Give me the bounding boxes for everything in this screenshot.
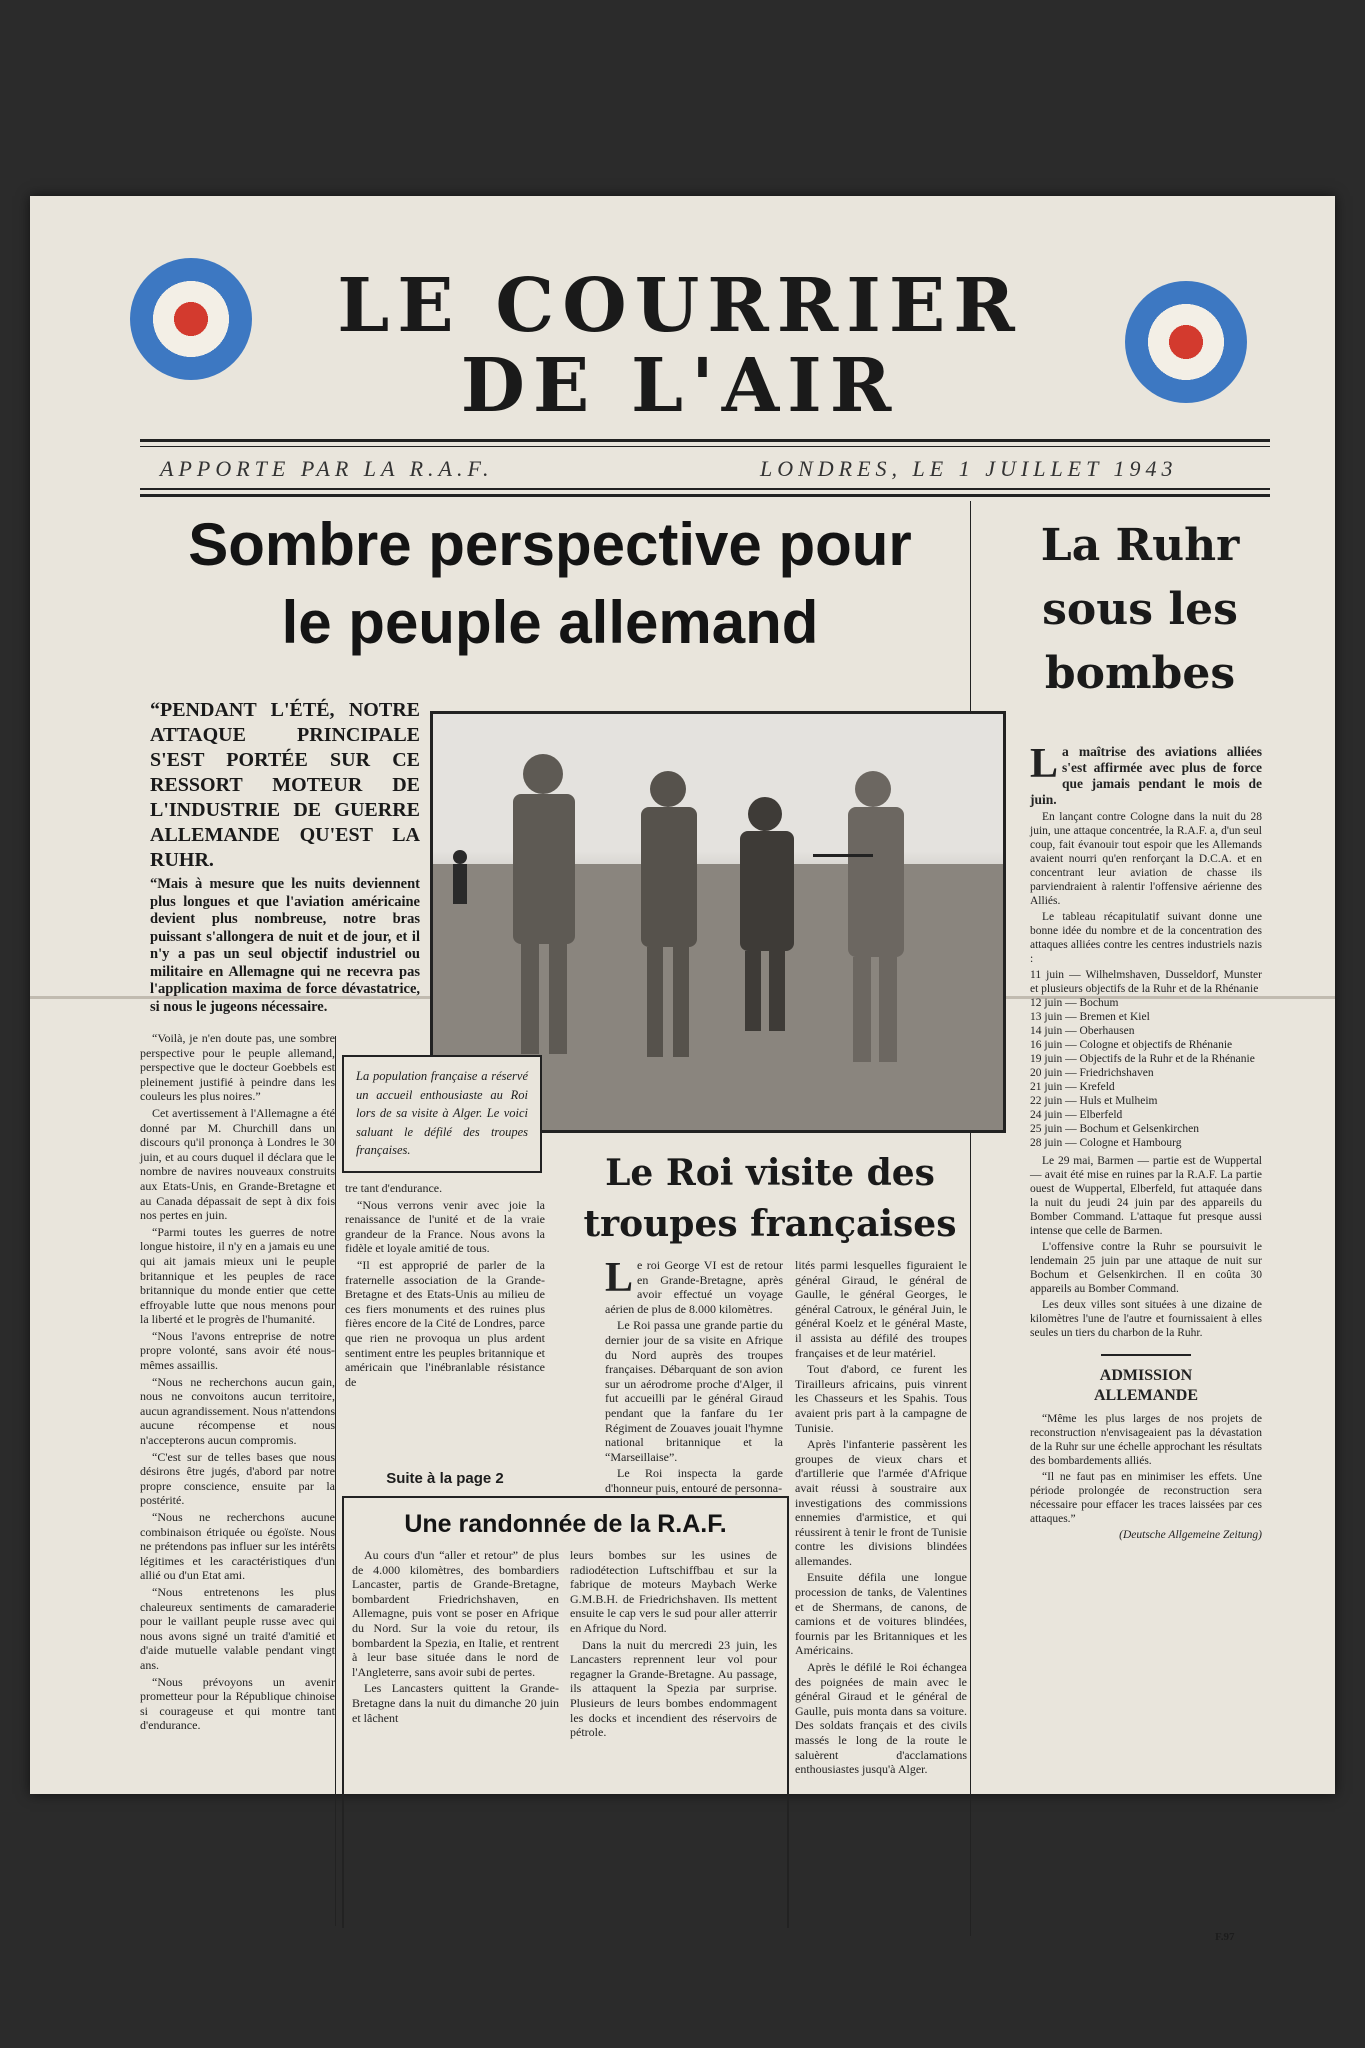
paragraph: Le tableau récapitulatif suivant donne une bonne idée du nombre et de la concentration des attaques alliées contre les centres industriels nazis : (1030, 911, 1262, 965)
paragraph: “Nous prévoyons un avenir prometteur pour la République chinoise si courageuse et qui montre tant d'endurance. (140, 1674, 335, 1733)
paragraph: “Nous ne recherchons aucune combinaison étriquée ou égoïste. Nous ne prétendons pas influer sur les intérêts légitimes et les caractéristiques d'un allié ou d'un Etat ami. (140, 1510, 335, 1583)
masthead-rule-top2 (140, 446, 1270, 447)
dropcap: L (1030, 741, 1059, 787)
raid-item: 20 juin — Friedrichshaven (1030, 1067, 1154, 1079)
masthead-rule-bottom (140, 488, 1270, 490)
section-divider (1101, 1354, 1191, 1356)
paragraph: Le Roi passa une grande partie du dernier jour de sa visite en Afrique du Nord auprès des troupes françaises. Débarquant de son avion sur un aérodrome proche d'Alger, il fut accueilli par le général Giraud pendant que la fanfare du 1er Régiment de Zouaves jouait l'hymne national britannique et la “Marseillaise”. (605, 1318, 783, 1464)
masthead-rule-bottom2 (140, 494, 1270, 497)
paragraph: tre tant d'endurance. (345, 1181, 443, 1195)
roi-headline-line2: troupes françaises (583, 1203, 957, 1245)
raf-story-column-2 (570, 1548, 777, 1923)
sub-headline-line2: ALLEMANDE (1093, 1387, 1198, 1404)
paragraph: “Même les plus larges de nos projets de reconstruction n'envisageaient pas la dévastation de la Ruhr sur une échelle approchant les résultats des bombardements alliés. (1030, 1413, 1262, 1467)
dateline: LONDRES, LE 1 JUILLET 1943 (760, 456, 1178, 481)
ruhr-story-column (1030, 741, 1262, 1924)
paragraph: lités parmi lesquelles figuraient le général Giraud, le général de Gaulle, le général Georges, le général Catroux, le général Juin, le général Koelz et le général Maste, il assista au défilé des troupes françaises et de leur matériel. (795, 1258, 967, 1360)
paragraph: Le Roi inspecta la garde d'honneur puis, entouré de personna- (605, 1466, 783, 1495)
paragraph: leurs bombes sur les usines de radiodétection Luftschiffbau et sur la fabrique de moteurs Maybach Werke G.M.B.H. de Friedrichshaven. Ils mettent ensuite le cap vers le sud pour aller atterrir en Afrique du Nord. (570, 1548, 777, 1635)
ruhr-headline-line2: sous les (1042, 584, 1238, 635)
main-caps-lead: “PENDANT L'ÉTÉ, NOTRE ATTAQUE PRINCIPALE S'EST PORTÉE SUR CE RESSORT MOTEUR DE L'INDUSTRIE DE GUERRE ALLEMANDE QU'EST LA RUHR. (150, 699, 420, 871)
main-story-column-2 (345, 1181, 545, 1471)
paragraph: Le 29 mai, Barmen — partie est de Wuppertal — avait été mise en ruines par la R.A.F. La partie ouest de Wuppertal, Elberfeld, fut attaquée dans la nuit du jeudi 24 juin par des appareils du Bomber Command. L'attaque fut presque aussi intense que celle de Barmen. (1030, 1155, 1262, 1237)
paragraph: “Nous ne recherchons aucun gain, nous ne convoitons aucun territoire, aucun agrandissement. Nous n'attendons aucune récompense et nous n'accepterons aucun compromis. (140, 1374, 335, 1448)
ruhr-headline-line3: bombes (1044, 648, 1236, 699)
tagline: APPORTE PAR LA R.A.F. (160, 456, 494, 481)
raid-item: 25 juin — Bochum et Gelsenkirchen (1030, 1123, 1199, 1135)
raf-story-column-1 (352, 1548, 559, 1923)
raf-roundel-right-icon (1125, 281, 1247, 403)
paragraph: “Il ne faut pas en minimiser les effets. Une période prolongée de reconstruction sera nécessaire pour effacer les traces laissées par ces attaques.” (1030, 1471, 1262, 1525)
masthead-title-line1: LE COURRIER (337, 263, 1023, 349)
raid-item: 21 juin — Krefeld (1030, 1081, 1115, 1093)
raid-item: 16 juin — Cologne et objectifs de Rhénanie (1030, 1039, 1233, 1051)
raf-headline: Une randonnée de la R.A.F. (404, 1510, 727, 1538)
roi-story-column-2 (795, 1258, 967, 1923)
raid-list (1030, 968, 1262, 1150)
paragraph: Au cours d'un “aller et retour” de plus de 4.000 kilomètres, des bombardiers Lancaster, partis de Grande-Bretagne, bombardent Friedrichshaven, en Allemagne, puis vont se poser en Afrique du Nord. Sur la voie du retour, ils bombardent la Spezia, en Italie, et rentrent à leur base située dans le nord de l'Angleterre, sans avoir subi de pertes. (352, 1548, 559, 1679)
paragraph: “Nous l'avons entreprise de notre propre volonté, sans avoir été nous-mêmes assaillis. (140, 1328, 335, 1373)
raid-item: 14 juin — Oberhausen (1030, 1025, 1135, 1037)
main-story-column-1 (140, 1031, 335, 1926)
paragraph: “Nous entretenons les plus chaleureux sentiments de camaraderie pour le vaillant peuple russe avec qui nous avons signé un traité d'amitié et d'aide mutuelle valable pendant vingt ans. (140, 1584, 335, 1672)
column-rule-left (335, 1036, 336, 1926)
raid-item: 24 juin — Elberfeld (1030, 1109, 1123, 1121)
sub-headline-line1: ADMISSION (1099, 1367, 1193, 1384)
main-bold-lead: “Mais à mesure que les nuits deviennent plus longues et que l'aviation américaine devient plus nombreuse, notre bras puissant s'allongera de nuit et de jour, et il n'y a pas un seul objectif industriel ou militaire en Allemagne qui ne recevra pas l'application maxima de force dévastatrice, si nous le jugeons nécessaire. (150, 876, 420, 1015)
masthead-rule-top (140, 439, 1270, 442)
roi-headline-line1: Le Roi visite des (605, 1152, 935, 1194)
paragraph: Les Lancasters quittent la Grande-Bretagne dans la nuit du dimanche 20 juin et lâchent (352, 1681, 559, 1725)
paragraph: L'offensive contre la Ruhr se poursuivit le lendemain 25 juin par une attaque de nuit sur Bochum et Gelsenkirchen. Il en coûta 30 appareils au Bomber Command. (1030, 1241, 1262, 1295)
raid-item: 22 juin — Huls et Mulheim (1030, 1095, 1158, 1107)
page-code: F.97 (1215, 1931, 1235, 1943)
paragraph: Tout d'abord, ce furent les Tirailleurs africains, puis vinrent les Chasseurs et les Spahis. Tous avaient pris part à la campagne de Tunisie. (795, 1362, 967, 1435)
paragraph: Dans la nuit du mercredi 23 juin, les Lancasters reprennent leur vol pour regagner la Grande-Bretagne. Au passage, ils attaquent la Spezia par surprise. Plusieurs de leurs bombes endommagent les docks et incendient des réservoirs de pétrole. (570, 1637, 777, 1740)
paragraph: “C'est sur de telles bases que nous désirons être jugés, d'abord par notre propre conscience, ensuite par la postérité. (140, 1449, 335, 1508)
paragraph: “Il est approprié de parler de la fraternelle association de la Grande-Bretagne et des Etats-Unis au milieu de ces fiers monuments et des ruines plus fières encore de la Cité de Londres, parce que rien ne provoqua un plus ardent sentiment entre les peuples britannique et américain que l'inébranlable résistance de (345, 1257, 545, 1389)
raid-item: 19 juin — Objectifs de la Ruhr et de la Rhénanie (1030, 1053, 1255, 1065)
source-attribution: (Deutsche Allgemeine Zeitung) (1119, 1529, 1262, 1541)
main-headline-line1: Sombre perspective pour (188, 511, 912, 578)
paragraph: Après le défilé le Roi échangea des poignées de main avec le général Giraud et le général de Gaulle, puis monta dans sa voiture. Des soldats français et des civils massés le long de la route le saluèrent d'acclamations enthousiastes jusqu'à Alger. (795, 1660, 967, 1777)
paragraph: “Nous verrons venir avec joie la renaissance de l'unité et de la vraie grandeur de la France. Nous avons la fidèle et loyale amitié de tous. (345, 1197, 545, 1256)
newspaper-page (30, 196, 1335, 1943)
paragraph: Après l'infanterie passèrent les groupes de vieux chars et d'artillerie que l'armée d'Afrique avait réussi à soustraire aux investigations des commissions ennemies d'armistice, et qui réussirent à tenir le front de Tunisie contre les divisions blindées allemandes. (795, 1437, 967, 1568)
raid-item: 11 juin — Wilhelmshaven, Dusseldorf, Munster et plusieurs objectifs de la Ruhr et de la Rhénanie (1030, 969, 1262, 995)
raid-item: 28 juin — Cologne et Hambourg (1030, 1137, 1182, 1149)
masthead-title-line2: DE L'AIR (460, 343, 900, 429)
paragraph: Ensuite défila une longue procession de tanks, de Valentines et de Shermans, de canons, de camions et de voitures blindées, fournis par les Britanniques et les Américains. (795, 1570, 967, 1658)
ruhr-lead: a maîtrise des aviations alliées s'est affirmée avec plus de force que jamais pendant le mois de juin. (1030, 744, 1262, 807)
paragraph: En lançant contre Cologne dans la nuit du 28 juin, une attaque concentrée, la R.A.F. a, d'un seul coup, fait évanouir tout espoir que les Allemands avaient nourri qu'en renforçant la D.C.A. et en concentrant leur aviation de chasse ils parviendraient à ralentir l'offensive aérienne des Alliés. (1030, 811, 1262, 907)
paragraph: Cet avertissement à l'Allemagne a été donné par M. Churchill dans un discours qu'il prononça à Londres le 30 juin, et au cours duquel il déclara que le nombre de navires nouveaux construits aux Etats-Unis, en Grande-Bretagne et au Canada dépassait de sept à dix fois nos pertes en juin. (140, 1105, 335, 1223)
main-headline-line2: le peuple allemand (281, 589, 819, 656)
raid-item: 12 juin — Bochum (1030, 997, 1119, 1009)
ruhr-headline-line1: La Ruhr (1040, 520, 1240, 571)
continued-page-2: Suite à la page 2 (386, 1470, 504, 1487)
paragraph: “Parmi toutes les guerres de notre longue histoire, il n'y en a jamais eu une qui ait jamais mieux uni le peuple britannique et les peuples de race britannique du monde entier que cette effroyable lutte que nous menons pour la liberté et le progrès de l'humanité. (140, 1224, 335, 1327)
paragraph: “Voilà, je n'en doute pas, une sombre perspective pour le peuple allemand, perspective que le docteur Goebbels est pleinement justifié à peindre dans les couleurs les plus noires.” (140, 1031, 335, 1104)
photo-caption: La population française a réservé un accueil enthousiaste au Roi lors de sa visite à Alger. Le voici saluant le défilé des troupes françaises. (342, 1055, 542, 1173)
raid-item: 13 juin — Bremen et Kiel (1030, 1011, 1150, 1023)
dropcap: L (605, 1255, 634, 1301)
paragraph: Les deux villes sont situées à une dizaine de kilomètres l'une de l'autre et fournissaient à elles seules un tiers du charbon de la Ruhr. (1030, 1299, 1262, 1339)
paragraph: e roi George VI est de retour en Grande-Bretagne, après avoir effectué un voyage aérien de plus de 8.000 kilomètres. (605, 1258, 783, 1316)
roi-story-column-1 (605, 1255, 783, 1495)
